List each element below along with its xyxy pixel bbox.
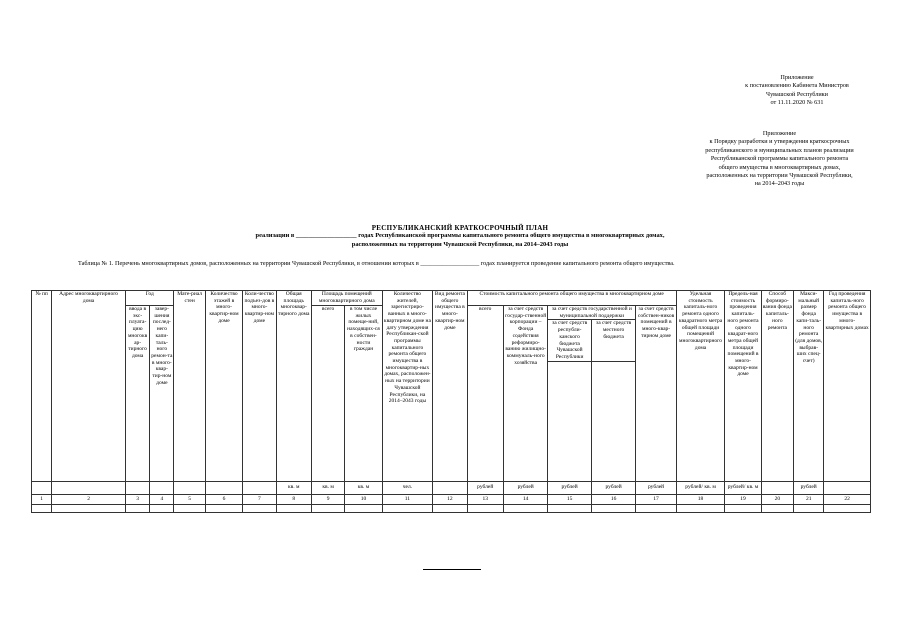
table-cell [676, 504, 725, 512]
document-title [200, 224, 720, 249]
col-header-address: Адрес многоквартирного дома [52, 291, 126, 482]
col-header-cost-support: за счет средств государственной и муниципальной поддержки [548, 306, 636, 320]
col-header-cost-owners: за счет средств собствен-ников помещений в много-квар-тирном доме [636, 306, 676, 482]
column-number: 20 [761, 494, 793, 504]
column-number: 5 [174, 494, 205, 504]
unit-cell [433, 481, 467, 494]
unit-cell: кв. м [345, 481, 382, 494]
column-number: 19 [725, 494, 761, 504]
unit-cell: рублей/ кв. м [725, 481, 761, 494]
column-numbers-row [32, 494, 871, 504]
annex1-line: Приложение [780, 74, 814, 81]
table-cell [548, 504, 591, 512]
col-header-wall-material: Мате-риал стен [174, 291, 205, 482]
column-number: 14 [503, 494, 547, 504]
column-number: 13 [467, 494, 503, 504]
table-cell [125, 504, 149, 512]
column-number: 22 [824, 494, 871, 504]
table-cell [761, 504, 793, 512]
table-cell [636, 504, 676, 512]
table-cell [433, 504, 467, 512]
col-header-premises-area: Площадь помещений многоквартирного дома [311, 291, 382, 306]
table-cell [467, 504, 503, 512]
unit-cell [150, 481, 174, 494]
table-cell [32, 504, 52, 512]
annex1-line: к постановлению Кабинета Министров [745, 82, 849, 90]
houses-table [31, 290, 871, 513]
table-cell [311, 504, 344, 512]
column-number: 12 [433, 494, 467, 504]
col-header-repair-year: Год проведения капиталь-ного ремонта общего имущества в много-квартирных домах [824, 291, 871, 482]
table-cell [591, 504, 635, 512]
unit-cell: рублей [548, 481, 591, 494]
table-cell [725, 504, 761, 512]
unit-cell: кв. м [311, 481, 344, 494]
col-header-last-repair-year: завер-шения послед-него капи-таль-ного ремон-та в много-квар-тир-ном доме [150, 306, 174, 482]
table-row [32, 504, 871, 512]
table-cell [345, 504, 382, 512]
column-number: 3 [125, 494, 149, 504]
col-header-cost-total: всего [467, 306, 503, 482]
table-cell [52, 504, 126, 512]
annex2-line: Приложение [762, 130, 797, 137]
table-cell [794, 504, 824, 512]
unit-cell [761, 481, 793, 494]
unit-cell [32, 481, 52, 494]
column-number: 2 [52, 494, 126, 504]
table-cell [150, 504, 174, 512]
col-header-spacer [591, 361, 635, 481]
column-number: 1 [32, 494, 52, 504]
table-cell [503, 504, 547, 512]
table-cell [174, 504, 205, 512]
col-header-max-unit-cost: Предель-ная стоимость проведения капиталь-ного ремонта одного квадрат-ного метра общей площади помещений в много-квартир-ном доме [725, 291, 761, 482]
table-cell [276, 504, 311, 512]
unit-cell: кв. м [276, 481, 311, 494]
col-header-repair-type: Вид ремонта общего имущества в много-квартир-ном доме [433, 291, 467, 482]
unit-cell: рублей/ кв. м [676, 481, 725, 494]
col-header-residents: Количество жителей, зарегистриро-ванных в много-квартирном доме на дату утверждения Республикан-ской программы капитального ремонта общего имущества в многоквартир-ных домах, расположен-ных на территории Чувашской Республики, на 2014–2043 годы [382, 291, 433, 482]
annex2-line: к Порядку разработки и утверждения краткосрочных [709, 138, 850, 146]
annex-header-resolution [737, 74, 857, 108]
annex2-line: общего имущества в многоквартирных домах, [718, 163, 841, 171]
unit-cell [52, 481, 126, 494]
unit-cell: рублей [467, 481, 503, 494]
col-header-cost-fund: за счет средств государ-ственной корпорации – Фонда содействия реформиро-ванию жилищно-коммуналь-ного хозяйства [503, 306, 547, 482]
column-number: 17 [636, 494, 676, 504]
col-header-floors: Количество этажей в много-квартир-ном доме [205, 291, 242, 482]
col-header-year: Год [125, 291, 174, 306]
col-header-number: № пп [32, 291, 52, 482]
unit-cell: чел. [382, 481, 433, 494]
col-header-area-residential: в том числе жилых помеще-ний, находящих-ся в собствен-ности граждан [345, 306, 382, 482]
annex-header-procedure [672, 130, 887, 189]
column-number: 10 [345, 494, 382, 504]
footnote-separator [423, 569, 481, 570]
annex1-line: от 11.11.2020 № 631 [770, 99, 824, 107]
column-number: 9 [311, 494, 344, 504]
title-line-2: реализации в ___________________ годах Республиканской программы капитального ремонта общего имущества в многоквартирных домах, [255, 232, 665, 240]
annex2-line: республиканского и муниципальных планов реализации [705, 146, 854, 154]
col-header-total-area: Общая площадь многоквар-тирного дома [276, 291, 311, 482]
unit-cell [125, 481, 149, 494]
unit-cell: рублей [503, 481, 547, 494]
column-number: 8 [276, 494, 311, 504]
column-number: 6 [205, 494, 242, 504]
title-line-3: расположенных на территории Чувашской Республики, на 2014–2043 годы [351, 240, 569, 248]
col-header-cost-republic: за счет средств республи-канского бюджета Чувашской Республики [548, 320, 591, 361]
unit-cell [824, 481, 871, 494]
unit-cell [205, 481, 242, 494]
annex2-line: расположенных на территории Чувашской Республики, [706, 172, 853, 180]
table-cell [382, 504, 433, 512]
unit-cell: рублей [794, 481, 824, 494]
annex2-line: на 2014–2043 годы [754, 180, 805, 188]
col-header-unit-cost: Удельная стоимость капиталь-ного ремонта одного квадратного метра общей площади помещений многоквартирного дома [676, 291, 725, 482]
unit-cell: рублей [591, 481, 635, 494]
title-main: РЕСПУБЛИКАНСКИЙ КРАТКОСРОЧНЫЙ ПЛАН [371, 224, 549, 232]
column-number: 4 [150, 494, 174, 504]
column-number: 15 [548, 494, 591, 504]
table-cell [243, 504, 276, 512]
column-number: 16 [591, 494, 635, 504]
unit-cell [174, 481, 205, 494]
col-header-repair-cost: Стоимость капитального ремонта общего имущества в многоквартирном доме [467, 291, 676, 306]
column-number: 18 [676, 494, 725, 504]
column-number: 11 [382, 494, 433, 504]
col-header-commissioning-year: ввода в экс-плуата-цию многоквар-тирного дома [125, 306, 149, 482]
table-cell [824, 504, 871, 512]
table-caption: Таблица № 1. Перечень многоквартирных домов, расположенных на территории Чувашской Республики, в отношении которых в ___________________ годах планируется проведение капитального ремонта общего имущества. [78, 260, 675, 267]
unit-cell [243, 481, 276, 494]
column-number: 21 [794, 494, 824, 504]
annex1-line: Чувашской Республики [766, 90, 828, 98]
units-row [32, 481, 871, 494]
column-number: 7 [243, 494, 276, 504]
col-header-fund-method: Способ формиро-вания фонда капиталь-ного ремонта [761, 291, 793, 482]
annex2-line: Республиканской программы капитального ремонта [710, 155, 849, 163]
unit-cell: рублей [636, 481, 676, 494]
col-header-cost-local: за счет средств местного бюджета [591, 320, 635, 361]
col-header-spacer [548, 361, 591, 481]
col-header-area-total: всего [311, 306, 344, 482]
table-cell [205, 504, 242, 512]
col-header-max-fund: Макси-мальный размер фонда капи-таль-ного ремонта (для домов, выбрав-ших спец-счет) [794, 291, 824, 482]
col-header-entrances: Коли-чество подъез-дов в много-квартир-ном доме [243, 291, 276, 482]
